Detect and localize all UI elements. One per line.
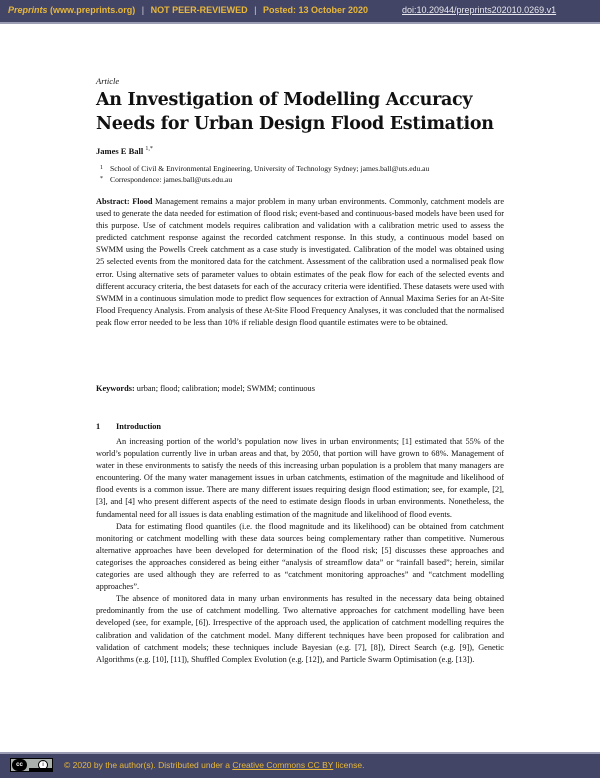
- paragraph: An increasing portion of the world’s population now lives in urban environments; [1] estimated that 55% of the world’s population currently live in urban areas and that, by 2050, that portion will have grown to 68%. Management of water in these environments to satisfy the needs of this increasing urban population is a problem that many managers are encountering. Of the many water management issues in urban catchments, estimation of the magnitude and likelihood of flood events is a common issue. There are many different issues requiring design flood estimation; see, for example, [2], [3], and [4] who present different aspects of the need to estimate design floods in urban environments. Nonetheless, the fundamental need for all issues is data enabling estimation of the magnitude and likelihood of flood events.: [96, 437, 504, 519]
- section-number: 1: [96, 422, 101, 431]
- doi-link[interactable]: doi:10.20944/preprints202010.0269.v1: [402, 5, 557, 15]
- license-suffix: license.: [335, 760, 365, 770]
- affiliation-item: 1 School of Civil & Environmental Engineering, University of Technology Sydney; james.ball@uts.edu.au: [100, 164, 430, 173]
- posted-date: Posted: 13 October 2020: [262, 5, 369, 15]
- article-type-label: Article: [96, 76, 120, 86]
- paragraph: The absence of monitored data in many urban environments has resulted in the necessary data being obtained predominantly from the use of catchment modelling. Two alternative approaches for catchment modelling have been developed (see, for example, [6]). Irrespective of the approach used, the application of catchment modelling requires the calibration and validation of the catchment model. Many different techniques have been proposed for calibration and validation of catchment models; these techniques include Bayesian (e.g. [7], [8]), Direct Search (e.g. [9]), Genetic Algorithms (e.g. [10], [11]), Shuffled Complex Evolution (e.g. [12]), and Particle Swarm Optimisation (e.g. [13]).: [96, 594, 504, 664]
- abstract: [96, 196, 504, 329]
- keywords-list: urban; flood; calibration; model; SWMM; continuous: [136, 384, 315, 393]
- affiliations: [100, 163, 429, 185]
- license-footer-bar: [0, 752, 600, 778]
- paper-title: An Investigation of Modelling Accuracy Needs for Urban Design Flood Estimation: [96, 90, 494, 134]
- correspondence-item: * Correspondence: james.ball@uts.edu.au: [100, 175, 233, 184]
- preprint-header-bar: [0, 0, 600, 24]
- keywords: [96, 384, 315, 393]
- separator: |: [141, 5, 145, 15]
- person-icon: i: [38, 760, 48, 770]
- abstract-label: Abstract:: [96, 197, 130, 206]
- cc-icon: cc: [12, 759, 27, 771]
- header-info: [8, 5, 368, 15]
- section-heading: [96, 422, 161, 431]
- separator: |: [254, 5, 257, 15]
- license-text: [64, 760, 364, 770]
- body-text: [96, 436, 504, 666]
- author-name: James E Ball: [96, 146, 144, 156]
- review-status: NOT PEER-REVIEWED: [150, 5, 248, 15]
- site-url: (www.preprints.org): [50, 5, 136, 15]
- copyright-text: © 2020 by the author(s). Distributed under a: [64, 760, 230, 770]
- abstract-lead: Flood: [132, 197, 153, 206]
- keywords-label: Keywords:: [96, 384, 135, 393]
- author-line: [96, 146, 153, 156]
- abstract-text: Management remains a major problem in many urban environments. Commonly, catchment models are used to generate the data needed for estimation of flood risk; event-based and continuous-based models have been used for this purpose. Use of catchment models requires calibration and validation with a calibration metric used to assess the predicted catchment response against the recorded catchment response. In this study, a continuous model based on SWMM using the Powells Creek catchment as a case study is investigated. Calibration of the model was obtained using 25 selected events from the monitored data for the catchment. Assessment of the calibration used a normalised peak flow error. Using alternative sets of parameter values to obtain estimates of the peak flow for each of the selected events and different accuracy criteria, the best datasets for each of the accuracy criteria were identified. These datasets were used with SWMM in a continuous simulation mode to predict flow sequences for extraction of Annual Maxima Series for an At-Site Flood Frequency Analysis. From analysis of these At-Site Flood Frequency Analyses, it was concluded that the normalised peak flow error needed to be less than 10% if reliable design flood quantile estimates were to be obtained.: [96, 197, 504, 327]
- author-marks: 1,*: [145, 146, 153, 153]
- paragraph: Data for estimating flood quantiles (i.e. the flood magnitude and its likelihood) can be obtained from catchment monitoring or catchment modelling with these data sources being complementary rather than competitive. Numerous alternative approaches have been developed for determination of the flood risk; [5] discusses these approaches and categorises the approaches considered as being either “analysis of streamflow data” or “rainfall based”; herein, similar categories are used although they are referred to as “catchment monitoring approaches” and “catchment modelling approaches”.: [96, 521, 504, 592]
- site-name: Preprints: [8, 5, 48, 15]
- section-title: Introduction: [116, 422, 162, 431]
- license-link[interactable]: Creative Commons CC BY: [232, 760, 334, 770]
- cc-by-icon[interactable]: [10, 758, 53, 772]
